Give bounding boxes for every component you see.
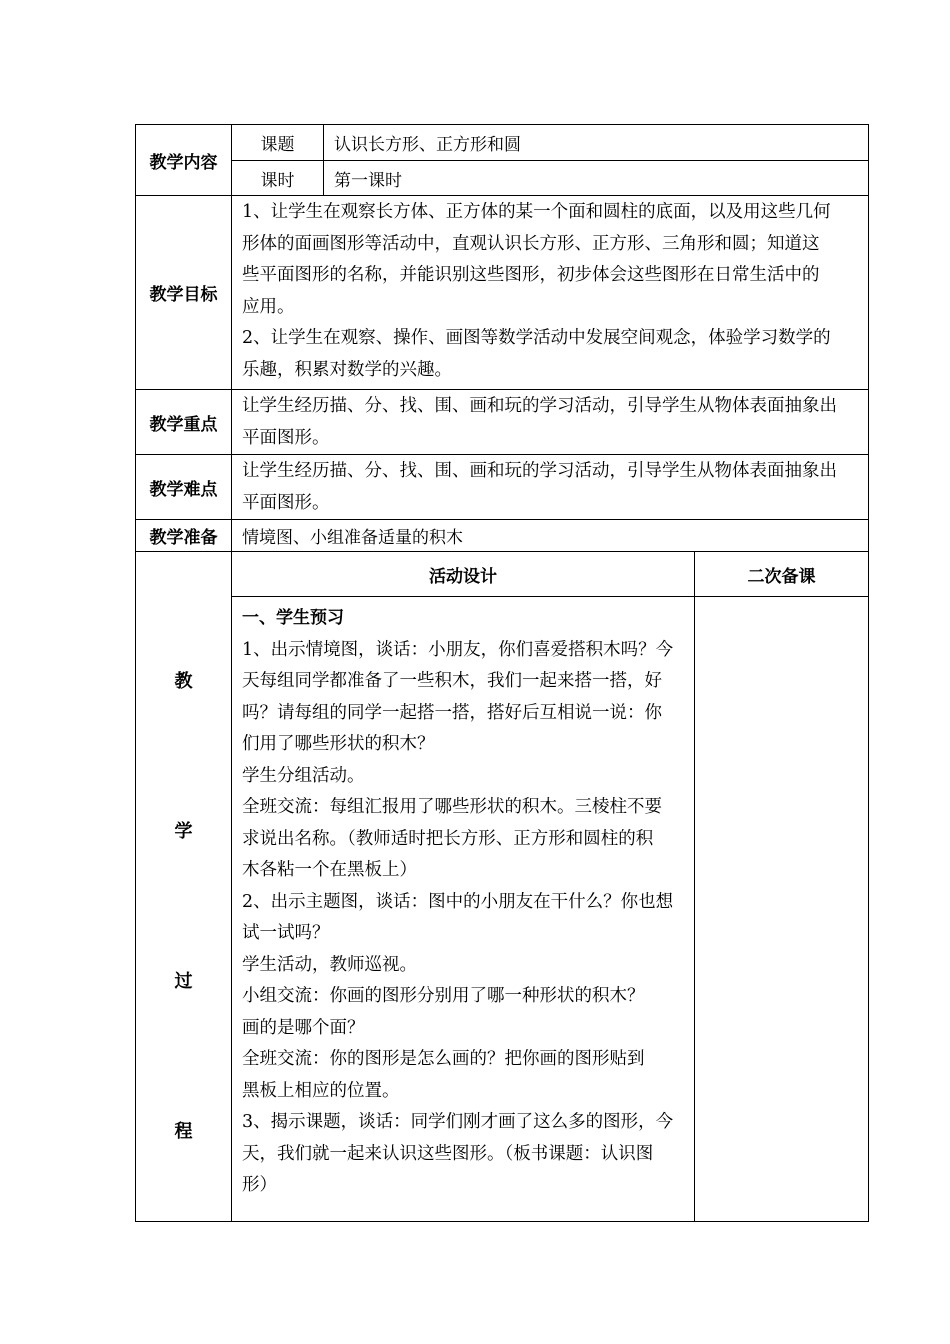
period-value: 第一课时 <box>324 161 869 196</box>
preparation-value: 情境图、小组准备适量的积木 <box>232 520 869 552</box>
goals-header: 教学目标 <box>136 196 232 390</box>
process-vertical-label <box>136 552 232 1222</box>
difficulties-line: 平面图形。 <box>242 492 330 513</box>
process-line: 天每组同学都准备了一些积木，我们一起来搭一搭，好 <box>242 671 662 691</box>
process-line: 学生分组活动。 <box>242 765 365 786</box>
difficulties-header: 教学难点 <box>136 455 232 520</box>
process-line: 们用了哪些形状的积木？ <box>242 734 435 754</box>
process-line: 试一试吗？ <box>242 923 330 943</box>
process-char: 程 <box>174 1121 193 1142</box>
goals-line: 形体的面画图形等活动中，直观认识长方形、正方形、三角形和圆；知道这 <box>242 233 820 254</box>
key-points-line: 让学生经历描、分、找、围、画和玩的学习活动，引导学生从物体表面抽象出 <box>242 396 837 416</box>
process-line: 2、出示主题图，谈话：图中的小朋友在干什么？你也想 <box>242 891 674 912</box>
content-header: 教学内容 <box>136 125 232 196</box>
row-process-header <box>136 552 869 597</box>
goals-line: 应用。 <box>242 296 295 317</box>
process-line: 1、出示情境图，谈话：小朋友，你们喜爱搭积木吗？今 <box>242 639 674 660</box>
key-points-line: 平面图形。 <box>242 427 330 448</box>
process-line: 画的是哪个面？ <box>242 1017 365 1038</box>
activity-design-header: 活动设计 <box>232 552 695 597</box>
goals-line: 2、让学生在观察、操作、画图等数学活动中发展空间观念，体验学习数学的 <box>242 328 831 348</box>
key-points-header: 教学重点 <box>136 390 232 455</box>
difficulties-line: 让学生经历描、分、找、围、画和玩的学习活动，引导学生从物体表面抽象出 <box>242 461 837 481</box>
row-topic <box>136 125 869 161</box>
process-line: 全班交流：每组汇报用了哪些形状的积木。三棱柱不要 <box>242 797 662 817</box>
process-line: 小组交流：你画的图形分别用了哪一种形状的积木？ <box>242 986 645 1006</box>
process-line: 木各粘一个在黑板上） <box>242 860 417 880</box>
preparation-header: 教学准备 <box>136 520 232 552</box>
topic-value: 认识长方形、正方形和圆 <box>324 125 869 161</box>
lesson-plan-table <box>135 124 869 1222</box>
process-line: 天，我们就一起来认识这些图形。（板书课题：认识图 <box>242 1143 654 1164</box>
goals-text <box>232 196 869 390</box>
key-points-text <box>232 390 869 455</box>
process-line: 求说出名称。（教师适时把长方形、正方形和圆柱的积 <box>242 828 654 849</box>
section-title: 一、学生预习 <box>242 608 344 628</box>
goals-line: 乐趣，积累对数学的兴趣。 <box>242 359 452 380</box>
difficulties-text <box>232 455 869 520</box>
row-goals <box>136 196 869 390</box>
activity-design-content <box>232 597 695 1222</box>
row-preparation <box>136 520 869 552</box>
process-char: 教 <box>174 671 193 692</box>
row-difficulties <box>136 455 869 520</box>
period-label: 课时 <box>232 161 324 196</box>
second-prep-content <box>695 597 869 1222</box>
goals-line: 1、让学生在观察长方体、正方体的某一个面和圆柱的底面，以及用这些几何 <box>242 202 831 222</box>
process-line: 学生活动，教师巡视。 <box>242 954 417 975</box>
row-key-points <box>136 390 869 455</box>
process-line: 黑板上相应的位置。 <box>242 1080 400 1101</box>
process-line: 吗？请每组的同学一起搭一搭，搭好后互相说一说：你 <box>242 702 662 723</box>
topic-label: 课题 <box>232 125 324 161</box>
row-period <box>136 161 869 196</box>
process-line: 形） <box>242 1175 277 1195</box>
process-line: 3、揭示课题，谈话：同学们刚才画了这么多的图形，今 <box>242 1112 674 1132</box>
goals-line: 些平面图形的名称，并能识别这些图形，初步体会这些图形在日常生活中的 <box>242 265 820 285</box>
second-prep-header: 二次备课 <box>695 552 869 597</box>
process-char: 过 <box>174 971 193 992</box>
process-char: 学 <box>174 821 193 842</box>
process-line: 全班交流：你的图形是怎么画的？把你画的图形贴到 <box>242 1049 645 1069</box>
row-process-body <box>136 597 869 1222</box>
